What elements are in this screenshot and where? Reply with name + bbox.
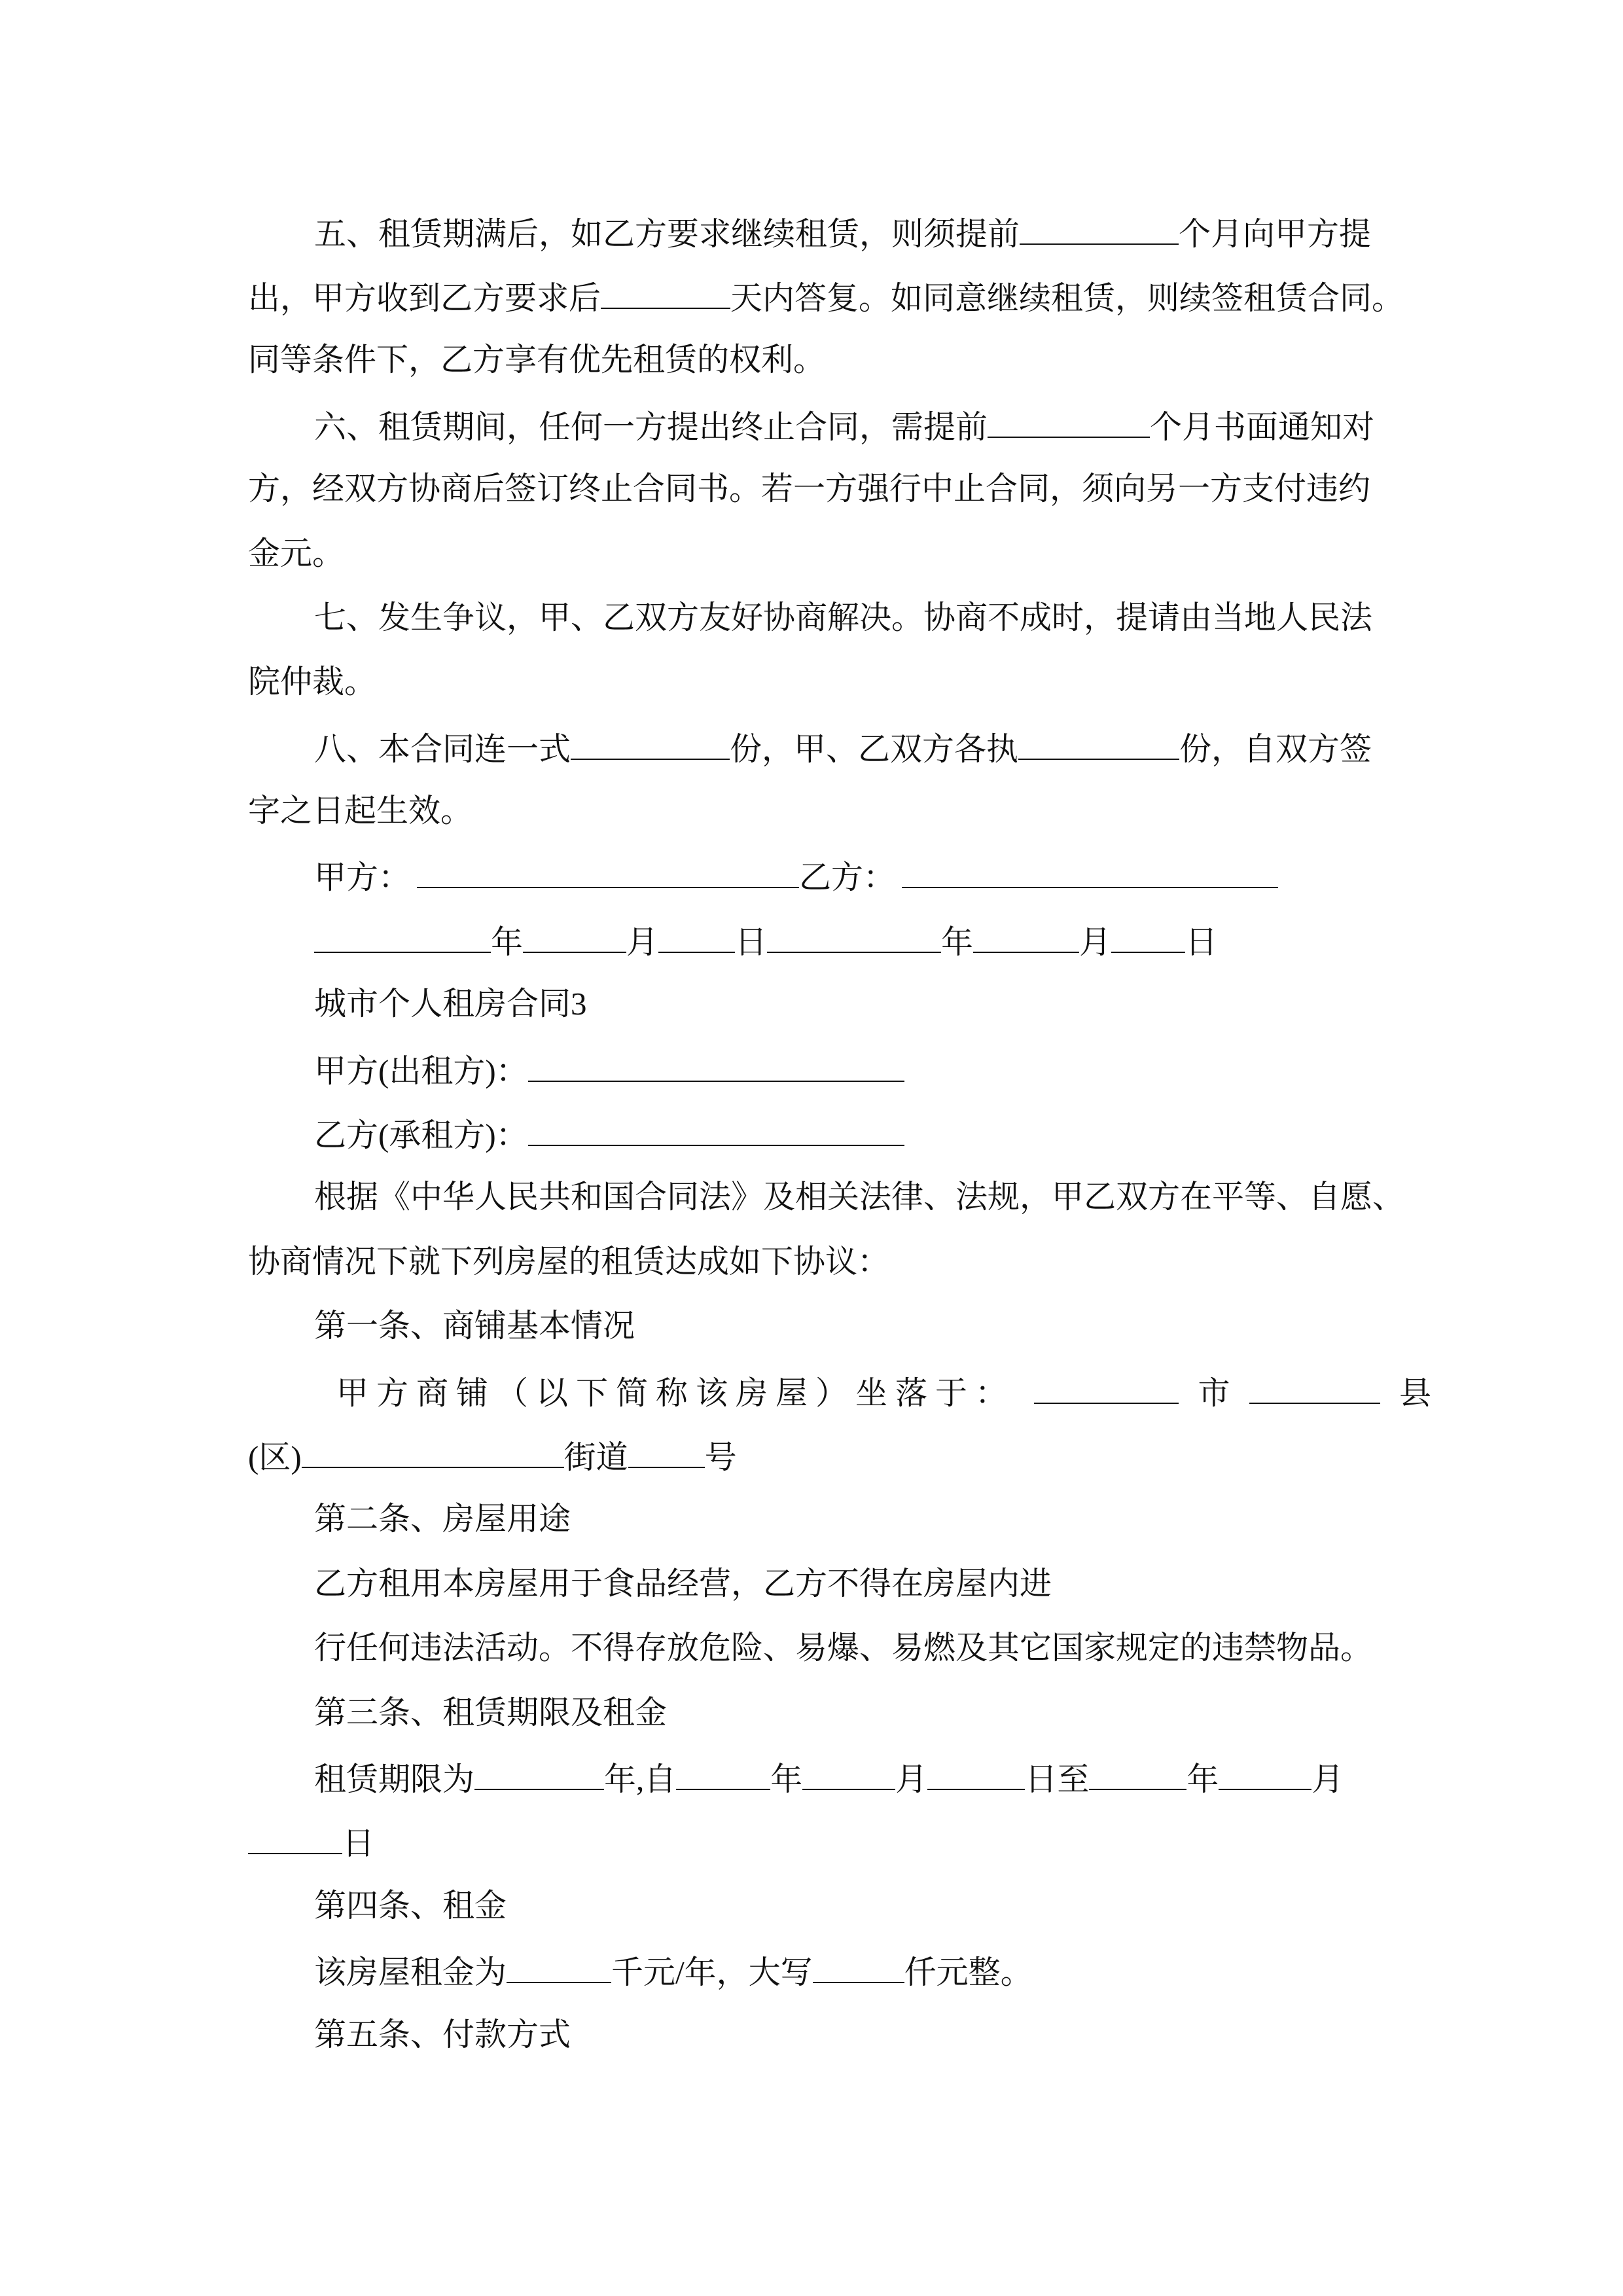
blank-field[interactable]	[1020, 212, 1179, 245]
text: 同等条件下，乙方享有优先租赁的权利。	[248, 342, 826, 378]
blank-field[interactable]	[988, 405, 1150, 438]
text: 第五条、付款方式	[314, 2017, 571, 2053]
end-month-field[interactable]	[1219, 1757, 1311, 1790]
text: 天内答复。如同意继续租赁，则续签租赁合同。	[730, 280, 1404, 316]
clause-5-line-3	[248, 340, 825, 380]
clause-5-line-1	[314, 212, 1371, 251]
lessor-line	[314, 1049, 904, 1088]
date-line	[314, 920, 1217, 960]
text: 六、租赁期间，任何一方提出终止合同，需提前	[314, 409, 988, 445]
rent-uppercase-field[interactable]	[813, 1950, 904, 1983]
text: 金元。	[248, 535, 345, 571]
start-month-field[interactable]	[802, 1757, 895, 1790]
text: 乙方(承租方)：	[314, 1117, 528, 1153]
text: 甲方(出租方)：	[314, 1053, 528, 1089]
article-1-line-1	[336, 1371, 1431, 1410]
lessee-field[interactable]	[528, 1113, 904, 1146]
text: 年	[941, 924, 974, 960]
year-field[interactable]	[767, 920, 941, 953]
clause-6-line-2	[248, 469, 1370, 509]
text: 年	[491, 924, 524, 960]
clause-7-line-1	[314, 598, 1372, 637]
text: 份，自双方签	[1179, 731, 1372, 767]
year-field[interactable]	[314, 920, 491, 953]
text: 七、发生争议，甲、乙双方友好协商解决。协商不成时，提请由当地人民法	[314, 600, 1373, 636]
text: 院仲裁。	[248, 664, 377, 700]
district-field[interactable]	[302, 1435, 564, 1468]
text: 年	[1186, 1761, 1219, 1797]
start-day-field[interactable]	[927, 1757, 1025, 1790]
text: 月	[1079, 924, 1112, 960]
text: 个月向甲方提	[1179, 216, 1372, 252]
clause-5-line-2	[248, 276, 1404, 315]
text: 第二条、房屋用途	[314, 1501, 571, 1537]
text: 街道	[563, 1439, 628, 1475]
number-field[interactable]	[628, 1435, 705, 1468]
text: 号	[704, 1439, 737, 1475]
text: 根据《中华人民共和国合同法》及相关法律、法规，甲乙双方在平等、自愿、	[314, 1179, 1405, 1215]
text: 八、本合同连一式	[314, 731, 571, 767]
text: 仟元整。	[904, 1954, 1033, 1990]
end-year-field[interactable]	[1089, 1757, 1186, 1790]
term-years-field[interactable]	[474, 1757, 604, 1790]
lessor-field[interactable]	[528, 1049, 904, 1082]
article-3-line-1	[314, 1757, 1344, 1797]
day-field[interactable]	[1111, 920, 1185, 953]
article-1-line-2	[248, 1435, 737, 1475]
clause-8-line-1	[314, 727, 1372, 766]
blank-field[interactable]	[601, 276, 730, 309]
article-3-line-2	[248, 1821, 374, 1861]
text: 字之日起生效。	[248, 793, 473, 829]
text: (区)	[248, 1439, 302, 1475]
clause-6-line-3	[248, 534, 344, 573]
day-field[interactable]	[658, 920, 735, 953]
end-day-field[interactable]	[248, 1821, 342, 1854]
text: 年,自	[604, 1761, 677, 1797]
party-b-label: 乙方：	[799, 859, 896, 895]
text: 城市个人租房合同3	[314, 986, 587, 1022]
article-4-line-1	[314, 1950, 1033, 1990]
article-2-line-2	[314, 1628, 1372, 1668]
article-4-heading	[314, 1886, 507, 1926]
text: 方，经双方协商后签订终止合同书。若一方强行中止合同，须向另一方支付违约	[248, 471, 1371, 507]
article-3-heading	[314, 1693, 667, 1732]
text: 出，甲方收到乙方要求后	[248, 280, 601, 316]
article-1-heading	[314, 1306, 635, 1346]
clause-7-line-2	[248, 662, 376, 702]
party-a-label: 甲方：	[314, 859, 411, 895]
party-a-signature-field[interactable]	[417, 855, 799, 888]
text: 日	[1185, 924, 1218, 960]
lessee-line	[314, 1113, 904, 1153]
article-5-heading	[314, 2015, 571, 2054]
rent-amount-field[interactable]	[507, 1950, 611, 1983]
start-year-field[interactable]	[676, 1757, 770, 1790]
text: 县	[1399, 1375, 1431, 1411]
text: 第三条、租赁期限及租金	[314, 1695, 668, 1731]
month-field[interactable]	[523, 920, 626, 953]
month-field[interactable]	[973, 920, 1079, 953]
blank-field[interactable]	[571, 727, 730, 760]
preamble-line-2	[248, 1242, 889, 1282]
clause-8-line-2	[248, 791, 473, 831]
text: 日	[342, 1825, 375, 1861]
text: 年	[770, 1761, 803, 1797]
clause-6-line-1	[314, 405, 1374, 444]
text: 甲方商铺（以下简称该房屋）坐落于：	[336, 1375, 1016, 1411]
article-2-line-1	[314, 1564, 1052, 1604]
blank-field[interactable]	[1018, 727, 1179, 760]
text: 五、租赁期满后，如乙方要求继续租赁，则须提前	[314, 216, 1020, 252]
county-field[interactable]	[1249, 1371, 1380, 1404]
text: 月	[626, 924, 659, 960]
signature-line	[314, 855, 1278, 895]
text: 第一条、商铺基本情况	[314, 1308, 635, 1344]
contract-title	[314, 984, 587, 1024]
text: 行任何违法活动。不得存放危险、易爆、易燃及其它国家规定的违禁物品。	[314, 1630, 1373, 1666]
text: 该房屋租金为	[314, 1954, 507, 1990]
party-b-signature-field[interactable]	[902, 855, 1278, 888]
text: 日至	[1025, 1761, 1090, 1797]
text: 个月书面通知对	[1150, 409, 1375, 445]
article-2-heading	[314, 1499, 571, 1539]
text: 月	[1311, 1761, 1344, 1797]
text: 第四条、租金	[314, 1888, 507, 1924]
preamble-line-1	[314, 1177, 1404, 1217]
text: 市	[1198, 1375, 1230, 1411]
text: 协商情况下就下列房屋的租赁达成如下协议：	[248, 1244, 890, 1280]
text: 租赁期限为	[314, 1761, 475, 1797]
text: 月	[895, 1761, 928, 1797]
text: 乙方租用本房屋用于食品经营，乙方不得在房屋内进	[314, 1566, 1052, 1602]
text: 千元/年，大写	[611, 1954, 813, 1990]
text: 份，甲、乙双方各执	[730, 731, 1019, 767]
city-field[interactable]	[1034, 1371, 1179, 1404]
text: 日	[735, 924, 768, 960]
